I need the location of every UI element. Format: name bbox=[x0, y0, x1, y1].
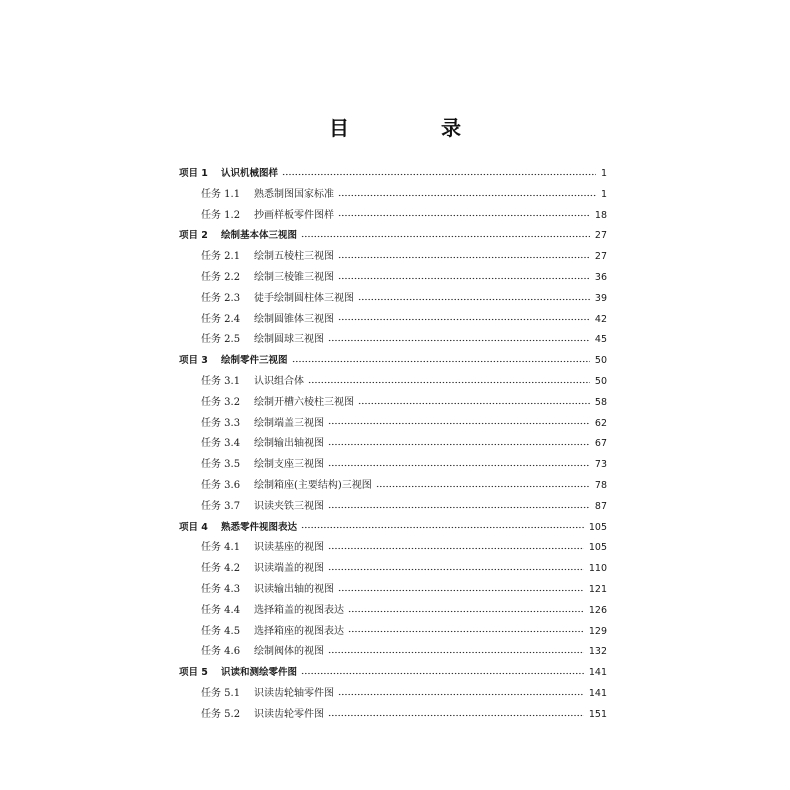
entry-number: 任务 3.6 bbox=[201, 479, 241, 491]
entry-number: 项目 4 bbox=[179, 521, 208, 533]
entry-page-number: 105 bbox=[588, 542, 607, 554]
dot-leader bbox=[376, 481, 590, 491]
dot-leader bbox=[282, 169, 596, 179]
entry-page-number: 151 bbox=[588, 708, 607, 720]
entry-page-number: 1 bbox=[600, 188, 607, 200]
toc-task-entry bbox=[179, 476, 607, 497]
entry-page-number: 141 bbox=[588, 667, 607, 679]
dot-leader bbox=[328, 336, 590, 346]
entry-number: 任务 3.5 bbox=[201, 459, 241, 471]
entry-title: 选择箱盖的视图表达 bbox=[254, 604, 344, 616]
entry-page-number: 105 bbox=[588, 521, 607, 533]
entry-title: 绘制支座三视图 bbox=[254, 459, 324, 471]
toc-task-entry bbox=[179, 372, 607, 393]
toc-task-entry bbox=[179, 414, 607, 435]
toc-task-entry bbox=[179, 622, 607, 643]
entry-number: 任务 4.2 bbox=[201, 563, 241, 575]
toc-task-entry bbox=[179, 206, 607, 227]
toc-project-entry bbox=[179, 663, 607, 684]
toc-project-entry bbox=[179, 351, 607, 372]
entry-page-number: 27 bbox=[594, 230, 607, 242]
dot-leader bbox=[348, 606, 584, 616]
entry-title: 绘制开槽六棱柱三视图 bbox=[254, 396, 354, 408]
entry-page-number: 36 bbox=[594, 271, 607, 283]
dot-leader bbox=[338, 190, 596, 200]
entry-page-number: 67 bbox=[594, 438, 607, 450]
entry-title: 绘制三棱锥三视图 bbox=[254, 271, 334, 283]
toc-task-entry bbox=[179, 247, 607, 268]
toc-task-entry bbox=[179, 559, 607, 580]
entry-title: 识读基座的视图 bbox=[254, 542, 324, 554]
entry-title: 识读端盖的视图 bbox=[254, 563, 324, 575]
toc-task-entry bbox=[179, 268, 607, 289]
dot-leader bbox=[328, 502, 590, 512]
entry-page-number: 39 bbox=[594, 292, 607, 304]
entry-number: 任务 3.4 bbox=[201, 438, 241, 450]
dot-leader bbox=[328, 710, 584, 720]
dot-leader bbox=[338, 273, 590, 283]
entry-page-number: 121 bbox=[588, 583, 607, 595]
entry-page-number: 110 bbox=[588, 563, 607, 575]
page-title: 目 录 bbox=[329, 116, 497, 140]
dot-leader bbox=[301, 669, 584, 679]
entry-number: 任务 4.4 bbox=[201, 604, 241, 616]
entry-number: 项目 1 bbox=[179, 168, 208, 179]
dot-leader bbox=[328, 440, 590, 450]
entry-title: 熟悉零件视图表达 bbox=[221, 521, 298, 533]
entry-page-number: 62 bbox=[594, 417, 607, 429]
entry-page-number: 73 bbox=[594, 459, 607, 471]
toc-project-entry bbox=[179, 226, 607, 247]
entry-number: 任务 2.1 bbox=[201, 251, 241, 263]
dot-leader bbox=[328, 565, 584, 575]
dot-leader bbox=[338, 315, 590, 325]
entry-page-number: 87 bbox=[594, 500, 607, 512]
entry-title: 识读齿轮轴零件图 bbox=[254, 687, 334, 699]
entry-number: 任务 5.2 bbox=[201, 708, 241, 720]
entry-title: 绘制阀体的视图 bbox=[254, 646, 324, 658]
entry-page-number: 1 bbox=[600, 168, 607, 179]
dot-leader bbox=[328, 419, 590, 429]
dot-leader bbox=[338, 689, 584, 699]
entry-page-number: 18 bbox=[594, 209, 607, 221]
toc-task-entry bbox=[179, 538, 607, 559]
entry-number: 任务 2.3 bbox=[201, 292, 241, 304]
entry-title: 徒手绘制圆柱体三视图 bbox=[254, 292, 354, 304]
toc-task-entry bbox=[179, 310, 607, 331]
toc-task-entry bbox=[179, 455, 607, 476]
entry-number: 项目 2 bbox=[179, 230, 208, 242]
toc-task-entry bbox=[179, 393, 607, 414]
dot-leader bbox=[292, 357, 590, 367]
entry-page-number: 126 bbox=[588, 604, 607, 616]
entry-number: 任务 3.3 bbox=[201, 417, 241, 429]
dot-leader bbox=[301, 523, 584, 533]
entry-page-number: 50 bbox=[594, 375, 607, 387]
entry-number: 任务 4.1 bbox=[201, 542, 241, 554]
entry-title: 绘制基本体三视图 bbox=[221, 230, 298, 242]
entry-title: 绘制圆球三视图 bbox=[254, 334, 324, 346]
toc-task-entry bbox=[179, 497, 607, 518]
entry-number: 项目 5 bbox=[179, 667, 208, 679]
entry-page-number: 27 bbox=[594, 251, 607, 263]
dot-leader bbox=[358, 398, 590, 408]
entry-page-number: 50 bbox=[594, 355, 607, 367]
toc-task-entry bbox=[179, 684, 607, 705]
entry-number: 任务 5.1 bbox=[201, 687, 241, 699]
dot-leader bbox=[338, 211, 590, 221]
entry-number: 任务 4.5 bbox=[201, 625, 241, 637]
entry-title: 识读和测绘零件图 bbox=[221, 667, 298, 679]
entry-title: 抄画样板零件图样 bbox=[254, 209, 334, 221]
entry-title: 绘制箱座(主要结构)三视图 bbox=[254, 479, 372, 491]
entry-number: 任务 3.2 bbox=[201, 396, 241, 408]
toc-task-entry bbox=[179, 642, 607, 663]
dot-leader bbox=[338, 253, 590, 263]
entry-title: 绘制圆锥体三视图 bbox=[254, 313, 334, 325]
toc-task-entry bbox=[179, 580, 607, 601]
entry-number: 任务 4.3 bbox=[201, 583, 241, 595]
entry-title: 选择箱座的视图表达 bbox=[254, 625, 344, 637]
entry-number: 项目 3 bbox=[179, 355, 208, 367]
toc-project-entry bbox=[179, 518, 607, 539]
entry-number: 任务 3.7 bbox=[201, 500, 241, 512]
entry-page-number: 45 bbox=[594, 334, 607, 346]
entry-number: 任务 3.1 bbox=[201, 375, 241, 387]
entry-title: 绘制输出轴视图 bbox=[254, 438, 324, 450]
entry-number: 任务 2.5 bbox=[201, 334, 241, 346]
entry-title: 绘制端盖三视图 bbox=[254, 417, 324, 429]
entry-number: 任务 1.2 bbox=[201, 209, 241, 221]
toc-task-entry bbox=[179, 434, 607, 455]
dot-leader bbox=[328, 544, 584, 554]
entry-title: 绘制零件三视图 bbox=[221, 355, 288, 367]
toc-project-entry bbox=[179, 164, 607, 185]
entry-number: 任务 2.2 bbox=[201, 271, 241, 283]
entry-title: 识读齿轮零件图 bbox=[254, 708, 324, 720]
entry-page-number: 58 bbox=[594, 396, 607, 408]
entry-title: 绘制五棱柱三视图 bbox=[254, 251, 334, 263]
entry-page-number: 141 bbox=[588, 687, 607, 699]
dot-leader bbox=[358, 294, 590, 304]
entry-number: 任务 2.4 bbox=[201, 313, 241, 325]
entry-page-number: 132 bbox=[588, 646, 607, 658]
toc-task-entry bbox=[179, 330, 607, 351]
entry-page-number: 129 bbox=[588, 625, 607, 637]
dot-leader bbox=[338, 585, 584, 595]
toc-task-entry bbox=[179, 289, 607, 310]
dot-leader bbox=[328, 648, 584, 658]
dot-leader bbox=[308, 377, 590, 387]
dot-leader bbox=[301, 232, 590, 242]
toc-task-entry bbox=[179, 601, 607, 622]
toc-task-entry bbox=[179, 185, 607, 206]
entry-title: 认识机械图样 bbox=[221, 168, 279, 179]
entry-title: 认识组合体 bbox=[254, 375, 304, 387]
table-of-contents bbox=[179, 164, 607, 726]
entry-title: 识读夹铁三视图 bbox=[254, 500, 324, 512]
entry-number: 任务 4.6 bbox=[201, 646, 241, 658]
toc-task-entry bbox=[179, 705, 607, 726]
entry-title: 识读输出轴的视图 bbox=[254, 583, 334, 595]
entry-page-number: 42 bbox=[594, 313, 607, 325]
entry-number: 任务 1.1 bbox=[201, 188, 241, 200]
dot-leader bbox=[328, 461, 590, 471]
dot-leader bbox=[348, 627, 584, 637]
entry-title: 熟悉制图国家标准 bbox=[254, 188, 334, 200]
entry-page-number: 78 bbox=[594, 479, 607, 491]
